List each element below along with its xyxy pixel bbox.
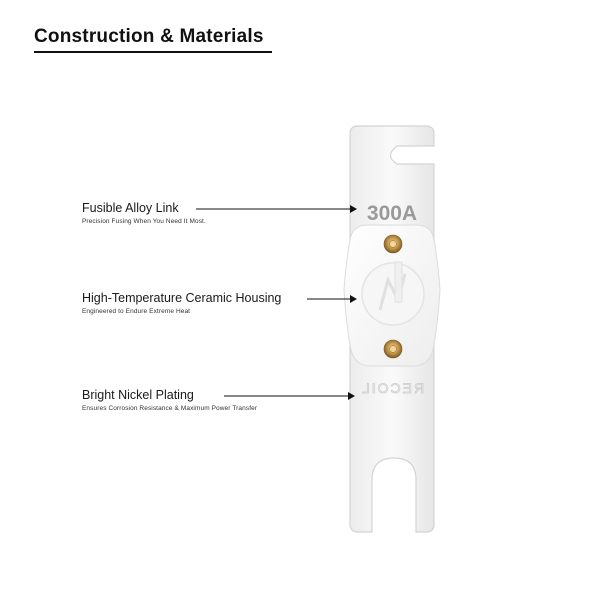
page-title: Construction & Materials — [34, 26, 264, 47]
brand-emboss: RECOIL — [359, 380, 425, 396]
callout-heading: Fusible Alloy Link — [82, 201, 179, 215]
callout-subtext: Precision Fusing When You Need It Most. — [82, 218, 206, 225]
callout-subtext: Engineered to Endure Extreme Heat — [82, 308, 191, 315]
link-bar — [395, 262, 402, 302]
rating-label: 300A — [366, 202, 418, 225]
callout-heading: High-Temperature Ceramic Housing — [82, 291, 282, 305]
callout-heading: Bright Nickel Plating — [82, 388, 194, 402]
callout-subtext: Ensures Corrosion Resistance & Maximum Power Transfer — [82, 405, 258, 412]
fusible-link-window — [362, 263, 424, 325]
